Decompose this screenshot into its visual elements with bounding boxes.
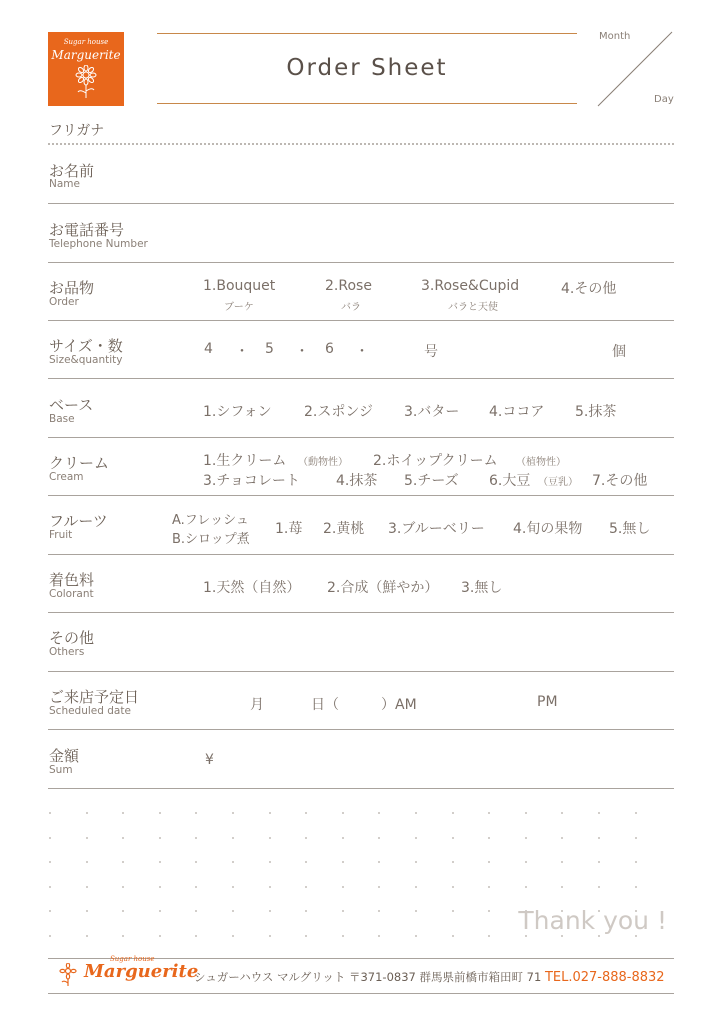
row-rule <box>48 612 674 613</box>
grid-dot <box>415 837 417 839</box>
grid-dot <box>305 837 307 839</box>
grid-dot <box>122 812 124 814</box>
grid-dot <box>86 812 88 814</box>
grid-dot <box>342 886 344 888</box>
order-sub-bouquet: ブーケ <box>224 302 254 313</box>
others-label-en: Others <box>49 646 85 658</box>
order-label-en: Order <box>49 296 79 308</box>
thank-you-text: Thank you ! <box>518 906 667 935</box>
grid-dot <box>488 861 490 863</box>
cream-option-soy: 6.大豆 <box>489 473 531 489</box>
colorant-label-en: Colorant <box>49 588 94 600</box>
grid-dot <box>122 861 124 863</box>
grid-dot <box>561 837 563 839</box>
title-top-rule <box>157 33 577 34</box>
grid-dot <box>452 861 454 863</box>
grid-dot <box>488 812 490 814</box>
grid-dot <box>122 837 124 839</box>
grid-dot <box>378 812 380 814</box>
grid-dot <box>269 910 271 912</box>
grid-dot <box>122 886 124 888</box>
grid-dot <box>86 935 88 937</box>
date-day-unit: 日（ <box>311 697 339 713</box>
grid-dot <box>159 812 161 814</box>
grid-dot <box>269 935 271 937</box>
grid-dot <box>232 886 234 888</box>
grid-dot <box>452 910 454 912</box>
size-separator: ・ <box>355 344 369 360</box>
fruit-label: フルーツ <box>49 512 108 530</box>
grid-dot <box>232 861 234 863</box>
grid-dot <box>305 861 307 863</box>
grid-dot <box>342 812 344 814</box>
cream-option-whip: 2.ホイップクリーム <box>373 453 498 469</box>
grid-dot <box>305 812 307 814</box>
order-option-bouquet: 1.Bouquet <box>203 278 276 294</box>
grid-dot <box>195 886 197 888</box>
grid-dot <box>86 886 88 888</box>
phone-label-en: Telephone Number <box>49 238 148 250</box>
fruit-option-blueberry: 3.ブルーベリー <box>388 521 485 537</box>
grid-dot <box>86 910 88 912</box>
row-rule <box>48 671 674 672</box>
grid-dot <box>488 837 490 839</box>
colorant-option-none: 3.無し <box>461 580 503 596</box>
grid-dot <box>49 812 51 814</box>
colorant-label: 着色料 <box>49 571 95 589</box>
row-rule <box>48 437 674 438</box>
order-option-rose: 2.Rose <box>325 278 372 294</box>
grid-dot <box>415 886 417 888</box>
month-label: Month <box>599 31 631 42</box>
row-rule <box>48 320 674 321</box>
grid-dot <box>525 861 527 863</box>
base-label: ベース <box>49 396 94 414</box>
footer-tel: TEL.027-888-8832 <box>544 970 665 985</box>
base-option-matcha: 5.抹茶 <box>575 404 617 420</box>
grid-dot <box>195 861 197 863</box>
sum-label-en: Sum <box>49 764 73 776</box>
size-option-6: 6 <box>325 341 334 357</box>
order-sub-rose: バラ <box>341 302 361 313</box>
scheduled-date-label: ご来店予定日 <box>49 688 140 706</box>
name-label: お名前 <box>49 162 95 180</box>
grid-dot <box>635 837 637 839</box>
row-rule <box>48 262 674 263</box>
grid-dot <box>232 812 234 814</box>
cream-label-en: Cream <box>49 471 84 483</box>
fruit-label-en: Fruit <box>49 529 73 541</box>
grid-dot <box>195 935 197 937</box>
grid-dot <box>415 935 417 937</box>
grid-dot <box>195 837 197 839</box>
grid-dot <box>269 886 271 888</box>
grid-dot <box>232 910 234 912</box>
logo-big-text: Marguerite <box>51 48 121 62</box>
grid-dot <box>488 935 490 937</box>
grid-dot <box>635 935 637 937</box>
grid-dot <box>49 886 51 888</box>
grid-dot <box>232 837 234 839</box>
footer-brand: Marguerite <box>84 961 199 982</box>
grid-dot <box>159 935 161 937</box>
grid-dot <box>122 910 124 912</box>
grid-dot <box>159 886 161 888</box>
grid-dot <box>195 812 197 814</box>
size-separator: ・ <box>235 344 249 360</box>
colorant-option-natural: 1.天然（自然） <box>203 580 301 596</box>
fruit-type-fresh: A.フレッシュ <box>172 513 249 528</box>
cream-option-matcha: 4.抹茶 <box>336 473 378 489</box>
size-label: サイズ・数 <box>49 337 123 355</box>
base-option-chiffon: 1.シフォン <box>203 404 272 420</box>
footer-address-text: シュガーハウス マルグリット 〒371-0837 群馬県前橋市箱田町 71 <box>194 970 542 984</box>
colorant-option-synthetic: 2.合成（鮮やか） <box>327 580 439 596</box>
grid-dot <box>415 861 417 863</box>
order-sub-rose-cupid: バラと天使 <box>448 302 498 313</box>
grid-dot <box>305 910 307 912</box>
grid-dot <box>86 861 88 863</box>
furigana-dotted-rule <box>48 143 674 145</box>
grid-dot <box>269 861 271 863</box>
cream-option-chocolate: 3.チョコレート <box>203 473 300 489</box>
grid-dot <box>598 861 600 863</box>
grid-dot <box>49 861 51 863</box>
flower-icon <box>72 65 100 99</box>
grid-dot <box>561 861 563 863</box>
footer-flower-icon <box>58 963 78 987</box>
order-option-other: 4.その他 <box>561 281 617 297</box>
grid-dot <box>561 886 563 888</box>
base-option-sponge: 2.スポンジ <box>304 404 374 420</box>
date-pm-label: PM <box>537 694 558 710</box>
grid-dot <box>378 861 380 863</box>
grid-dot <box>159 910 161 912</box>
grid-dot <box>635 886 637 888</box>
date-month-unit: 月 <box>250 697 264 713</box>
fruit-option-strawberry: 1.苺 <box>275 521 303 537</box>
row-rule <box>48 203 674 204</box>
grid-dot <box>635 861 637 863</box>
grid-dot <box>415 812 417 814</box>
grid-dot <box>342 910 344 912</box>
grid-dot <box>561 812 563 814</box>
cream-option-other: 7.その他 <box>592 473 648 489</box>
title-bottom-rule <box>157 103 577 104</box>
grid-dot <box>452 935 454 937</box>
grid-dot <box>269 837 271 839</box>
grid-dot <box>342 837 344 839</box>
grid-dot <box>269 812 271 814</box>
grid-dot <box>488 886 490 888</box>
fruit-option-none: 5.無し <box>609 521 651 537</box>
cream-label: クリーム <box>49 454 110 472</box>
order-label: お品物 <box>49 279 95 297</box>
grid-dot <box>598 837 600 839</box>
base-option-butter: 3.バター <box>404 404 460 420</box>
row-rule <box>48 788 674 789</box>
grid-dot <box>342 935 344 937</box>
sum-label: 金額 <box>49 747 80 765</box>
others-label: その他 <box>49 629 95 647</box>
grid-dot <box>488 910 490 912</box>
grid-dot <box>195 910 197 912</box>
cream-option-cheese: 5.チーズ <box>404 473 459 489</box>
grid-dot <box>452 837 454 839</box>
grid-dot <box>561 935 563 937</box>
grid-dot <box>232 935 234 937</box>
grid-dot <box>598 935 600 937</box>
grid-dot <box>598 886 600 888</box>
page-title: Order Sheet <box>286 55 448 81</box>
grid-dot <box>525 935 527 937</box>
date-am-label: ）AM <box>381 697 417 713</box>
size-label-en: Size&quantity <box>49 354 123 366</box>
size-separator: ・ <box>295 344 309 360</box>
quantity-unit-ko: 個 <box>612 344 626 360</box>
size-option-5: 5 <box>265 341 274 357</box>
grid-dot <box>342 861 344 863</box>
grid-dot <box>415 910 417 912</box>
row-rule <box>48 378 674 379</box>
phone-label: お電話番号 <box>49 221 125 239</box>
row-rule <box>48 554 674 555</box>
day-label: Day <box>654 94 674 105</box>
grid-dot <box>49 910 51 912</box>
grid-dot <box>452 812 454 814</box>
base-option-cocoa: 4.ココア <box>489 404 545 420</box>
yen-symbol: ¥ <box>205 752 214 768</box>
cream-option-fresh: 1.生クリーム <box>203 453 287 469</box>
grid-dot <box>378 910 380 912</box>
fruit-type-syrup: B.シロップ煮 <box>172 532 250 547</box>
footer-brand-small: Sugar house <box>110 955 155 963</box>
cream-sub-animal: （動物性） <box>298 457 348 468</box>
grid-dot <box>86 837 88 839</box>
footer-bottom-rule <box>48 993 674 994</box>
fruit-option-seasonal: 4.旬の果物 <box>513 521 583 537</box>
order-option-rose-cupid: 3.Rose&Cupid <box>421 278 520 294</box>
size-option-4: 4 <box>204 341 213 357</box>
grid-dot <box>452 886 454 888</box>
logo <box>48 32 124 106</box>
row-rule <box>48 495 674 496</box>
fruit-option-peach: 2.黄桃 <box>323 521 365 537</box>
grid-dot <box>49 837 51 839</box>
furigana-label: フリガナ <box>49 123 105 139</box>
grid-dot <box>159 837 161 839</box>
row-rule <box>48 729 674 730</box>
grid-dot <box>122 935 124 937</box>
footer-address <box>194 969 665 985</box>
grid-dot <box>525 886 527 888</box>
grid-dot <box>598 812 600 814</box>
logo-small-text: Sugar house <box>63 38 109 46</box>
name-label-en: Name <box>49 178 80 190</box>
grid-dot <box>49 935 51 937</box>
cream-sub-soymilk: （豆乳） <box>538 477 578 488</box>
base-label-en: Base <box>49 413 75 425</box>
grid-dot <box>378 935 380 937</box>
grid-dot <box>378 886 380 888</box>
cream-sub-vegetable: （植物性） <box>516 457 566 468</box>
grid-dot <box>378 837 380 839</box>
grid-dot <box>635 812 637 814</box>
grid-dot <box>525 812 527 814</box>
grid-dot <box>305 935 307 937</box>
grid-dot <box>305 886 307 888</box>
scheduled-date-label-en: Scheduled date <box>49 705 131 717</box>
grid-dot <box>159 861 161 863</box>
grid-dot <box>525 837 527 839</box>
size-unit-go: 号 <box>424 344 438 360</box>
